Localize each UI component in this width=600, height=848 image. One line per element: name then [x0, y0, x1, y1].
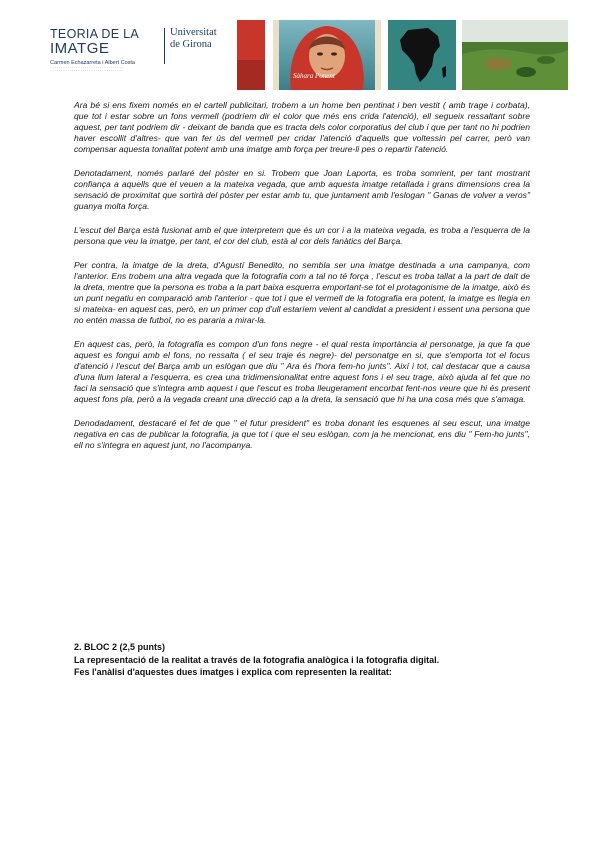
paragraph-future-president: Denodadament, destacaré el fet de que " el futur president" es troba donant les esquenes al seu escut, una imatge negativa en cas de publicar la fotografia, ja que tot i que el seu eslògan, com ja he mencionat, ens diu " Fem-ho junts", ell no s'integra en aquest junt, no l'acompanya.: [74, 418, 530, 450]
paragraph-denotation-laporta: Denotadament, només parlaré del pòster en si. Trobem que Joan Laporta, es troba somrient, per tant mostrant confiança a aquells que el veuen a la mateixa vegada, que amb aquesta imatge retallada i grans dimensions crea la sensació de proximitat que sortirà del pòster per estar amb tu, que juntament amb l'eslogan " Ganas de volver a veros" guanya molta força.: [74, 168, 530, 211]
africa-map-image: [388, 20, 456, 90]
logo-dot-rule: ::::::::::::::::::::::::::::::::::: [50, 67, 124, 73]
bloc-2-heading: 2. BLOC 2 (2,5 punts): [74, 642, 166, 652]
course-title-line2: IMATGE: [50, 40, 110, 57]
course-logo: [50, 28, 170, 88]
paragraph-benedito-image: Per contra, la imatge de la dreta, d'Agustí Benedito, no sembla ser una imatge destinada a una campanya, com l'anterior. Ens trobem una altra vegada que la fotografia com a tal no té força , l'escut es troba tallat a la part de dalt de la dreta, mentre que la persona es troba a la part baixa esquerra emportant-se tot el protagonisme de la imatge, això és un punt negatiu en comparació amb l'anterior - que tot i que el vermell de la fotografia era potent, la imatge es llegia en si mateixa- en aquest cas, però, en un primer cop d'ull estaríem veient al candidat a president i essent una persona que no entén massa de futbol, no es pararia a mirar-la.: [74, 260, 530, 325]
poster-caption: Sàhara Ponent: [293, 72, 335, 80]
green-landscape-image: [462, 20, 568, 90]
essay-body: [74, 100, 530, 464]
header-photo-landscape: [462, 20, 568, 90]
university-name-line1: Universitat: [170, 27, 217, 38]
poster-woman-image: [273, 20, 381, 90]
course-authors: Carmen Echazarreta i Albert Costa: [50, 60, 135, 66]
paragraph-club-crest: L'escut del Barça està fusionat amb el que interpretem que és un cor i a la mateixa vegada, es troba a l'esquerra de la persona que veu la imatge, per tant, el cor del club, està al cor dels fanàtics del Barça.: [74, 225, 530, 246]
paragraph-poster-description: Ara bé si ens fixem només en el cartell publicitari, trobem a un home ben pentinat i ben vestit ( amb trage i corbata), que tot i estar sobre un fons vermell (podríem dir el color que més ens crida l'atenció), ell segueix ressaltant sobre aquest, per tant podriem dir - deixant de banda que es tracta dels color corporatius del club i que per tant no hi podrien haver escollit d'altres- que van fer ús del vermell per cridar l'atenció d'aquells que voltessin pel carrer, però van compensar aquesta tonalitat potent amb una imatge amb força per treure-li pes o repartir l'atenció.: [74, 100, 530, 154]
course-title-line1: TEORIA DE LA: [50, 27, 140, 41]
bloc-2-question-line1: La representació de la realitat a través de la fotografia analògica i la fotografia digital.: [74, 655, 440, 665]
bloc-2-section: [74, 642, 544, 678]
bloc-2-question-line2: Fes l'anàlisi d'aquestes dues imatges i explica com representen la realitat:: [74, 667, 392, 677]
paragraph-black-background: En aquest cas, però, la fotografia es compon d'un fons negre - el qual resta importància al personatge, ja que fa que aquest es fongui amb el fons, no ressalta ( el seu traje és negre)- del personatge en si, que s'emporta tot el focus d'atenció i l'escut del Barça amb un eslògan que diu " Ara és l'hora fem-ho junts". Així i tot, cal destacar que a causa d'una llum lateral a l'esquerra, es crea una tridimensionalitat entre aquest fons i el seu trage, això ajuda al fet que no faci la sensació que s'integra amb aquest i que l'escut es troba lleugerament encorbat fent-nos veure que hi és present aquest fons pla, però a la vegada creant una direcció cap a la dreta, la sensació que hi ha una cosa més que s'amaga.: [74, 339, 530, 404]
logo-divider: [164, 28, 165, 64]
red-panel-image: [237, 20, 265, 90]
university-name-line2: de Girona: [170, 39, 212, 50]
header-photo-red: [237, 20, 265, 90]
header-photo-poster: [273, 20, 381, 90]
header-photo-map: [388, 20, 456, 90]
page-header: [0, 0, 600, 96]
university-logo: [170, 27, 240, 51]
